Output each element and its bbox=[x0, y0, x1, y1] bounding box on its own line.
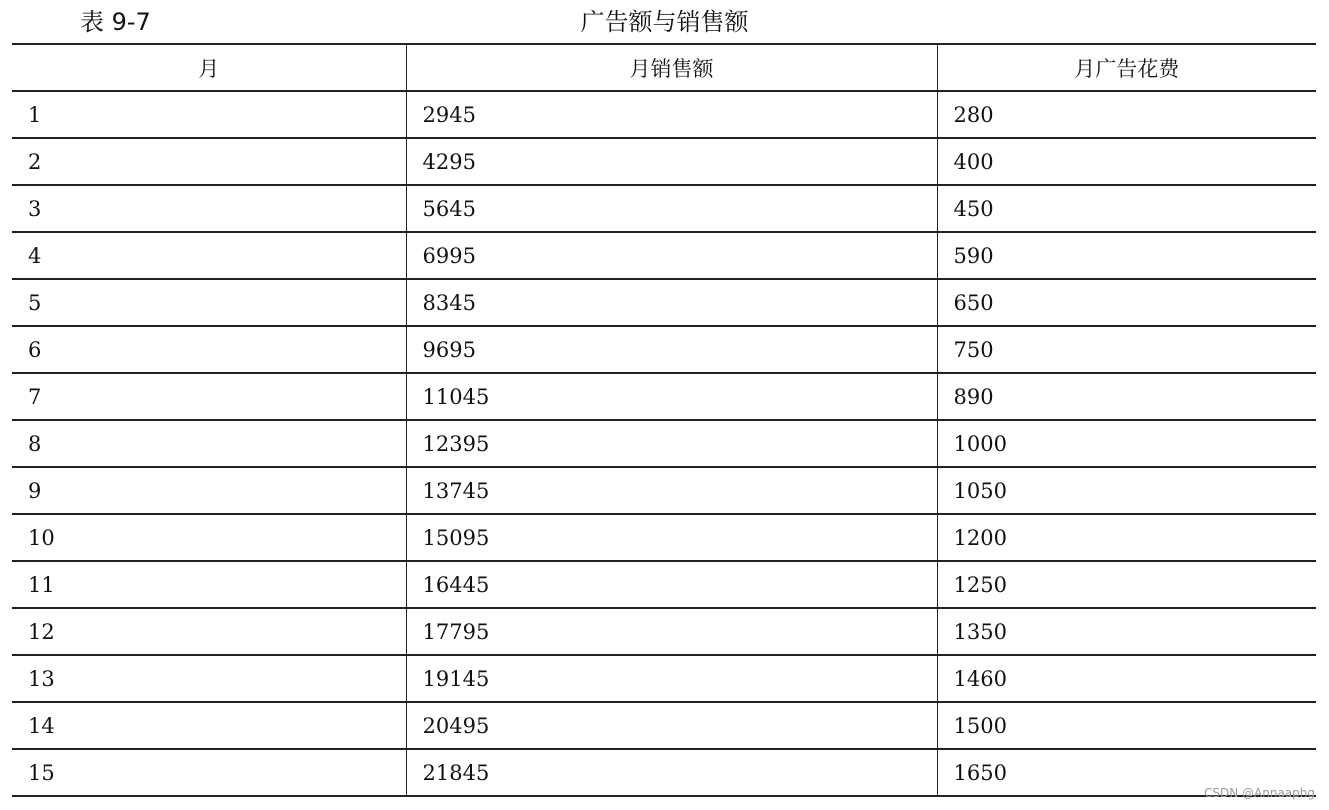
cell-monthly-sales: 20495 bbox=[406, 702, 937, 749]
table-body bbox=[12, 91, 1316, 796]
table-header bbox=[12, 44, 1316, 91]
table-row bbox=[12, 91, 1316, 138]
watermark: CSDN @Annaaphg bbox=[1204, 786, 1315, 800]
cell-monthly-sales: 9695 bbox=[406, 326, 937, 373]
cell-month: 2 bbox=[28, 149, 42, 174]
header-row bbox=[12, 44, 1316, 91]
table-row bbox=[12, 749, 1316, 796]
cell-month: 8 bbox=[28, 431, 42, 456]
cell-monthly-ad-spend: 400 bbox=[937, 138, 1316, 185]
cell-monthly-ad-spend: 450 bbox=[937, 185, 1316, 232]
table-row bbox=[12, 608, 1316, 655]
cell-monthly-sales: 17795 bbox=[406, 608, 937, 655]
ad-sales-table bbox=[12, 43, 1316, 797]
cell-monthly-sales: 19145 bbox=[406, 655, 937, 702]
cell-monthly-ad-spend: 1050 bbox=[937, 467, 1316, 514]
cell-monthly-sales: 6995 bbox=[406, 232, 937, 279]
column-header-monthly-sales: 月销售额 bbox=[406, 44, 937, 91]
cell-monthly-ad-spend: 1350 bbox=[937, 608, 1316, 655]
cell-monthly-ad-spend: 1200 bbox=[937, 514, 1316, 561]
cell-monthly-sales: 5645 bbox=[406, 185, 937, 232]
cell-month: 3 bbox=[28, 196, 42, 221]
cell-monthly-ad-spend: 280 bbox=[937, 91, 1316, 138]
cell-monthly-sales: 21845 bbox=[406, 749, 937, 796]
table-number: 表 9-7 bbox=[80, 8, 151, 36]
cell-monthly-ad-spend: 590 bbox=[937, 232, 1316, 279]
table-row bbox=[12, 420, 1316, 467]
cell-monthly-ad-spend: 1650 bbox=[937, 749, 1316, 796]
table-row bbox=[12, 514, 1316, 561]
cell-monthly-ad-spend: 1250 bbox=[937, 561, 1316, 608]
cell-month: 14 bbox=[28, 713, 55, 738]
table-title: 广告额与销售额 bbox=[580, 8, 749, 36]
data-table-container bbox=[12, 43, 1316, 797]
cell-monthly-sales: 13745 bbox=[406, 467, 937, 514]
cell-monthly-sales: 2945 bbox=[406, 91, 937, 138]
cell-monthly-ad-spend: 1500 bbox=[937, 702, 1316, 749]
cell-monthly-sales: 4295 bbox=[406, 138, 937, 185]
table-row bbox=[12, 561, 1316, 608]
cell-monthly-sales: 11045 bbox=[406, 373, 937, 420]
table-row bbox=[12, 279, 1316, 326]
table-row bbox=[12, 185, 1316, 232]
cell-monthly-sales: 12395 bbox=[406, 420, 937, 467]
cell-monthly-ad-spend: 1000 bbox=[937, 420, 1316, 467]
cell-month: 11 bbox=[28, 572, 55, 597]
cell-monthly-sales: 8345 bbox=[406, 279, 937, 326]
cell-monthly-sales: 15095 bbox=[406, 514, 937, 561]
cell-month: 9 bbox=[28, 478, 42, 503]
table-row bbox=[12, 702, 1316, 749]
table-row bbox=[12, 373, 1316, 420]
cell-monthly-ad-spend: 750 bbox=[937, 326, 1316, 373]
cell-month: 7 bbox=[28, 384, 42, 409]
table-row bbox=[12, 326, 1316, 373]
cell-month: 12 bbox=[28, 619, 55, 644]
cell-month: 4 bbox=[28, 243, 42, 268]
cell-month: 1 bbox=[28, 102, 42, 127]
column-header-monthly-ad-spend: 月广告花费 bbox=[937, 44, 1316, 91]
table-row bbox=[12, 655, 1316, 702]
cell-month: 10 bbox=[28, 525, 55, 550]
cell-month: 6 bbox=[28, 337, 42, 362]
cell-monthly-sales: 16445 bbox=[406, 561, 937, 608]
cell-month: 5 bbox=[28, 290, 42, 315]
cell-monthly-ad-spend: 650 bbox=[937, 279, 1316, 326]
column-header-month: 月 bbox=[198, 56, 220, 81]
table-row bbox=[12, 232, 1316, 279]
cell-monthly-ad-spend: 1460 bbox=[937, 655, 1316, 702]
cell-month: 15 bbox=[28, 760, 55, 785]
table-row bbox=[12, 138, 1316, 185]
table-row bbox=[12, 467, 1316, 514]
cell-monthly-ad-spend: 890 bbox=[937, 373, 1316, 420]
cell-month: 13 bbox=[28, 666, 55, 691]
